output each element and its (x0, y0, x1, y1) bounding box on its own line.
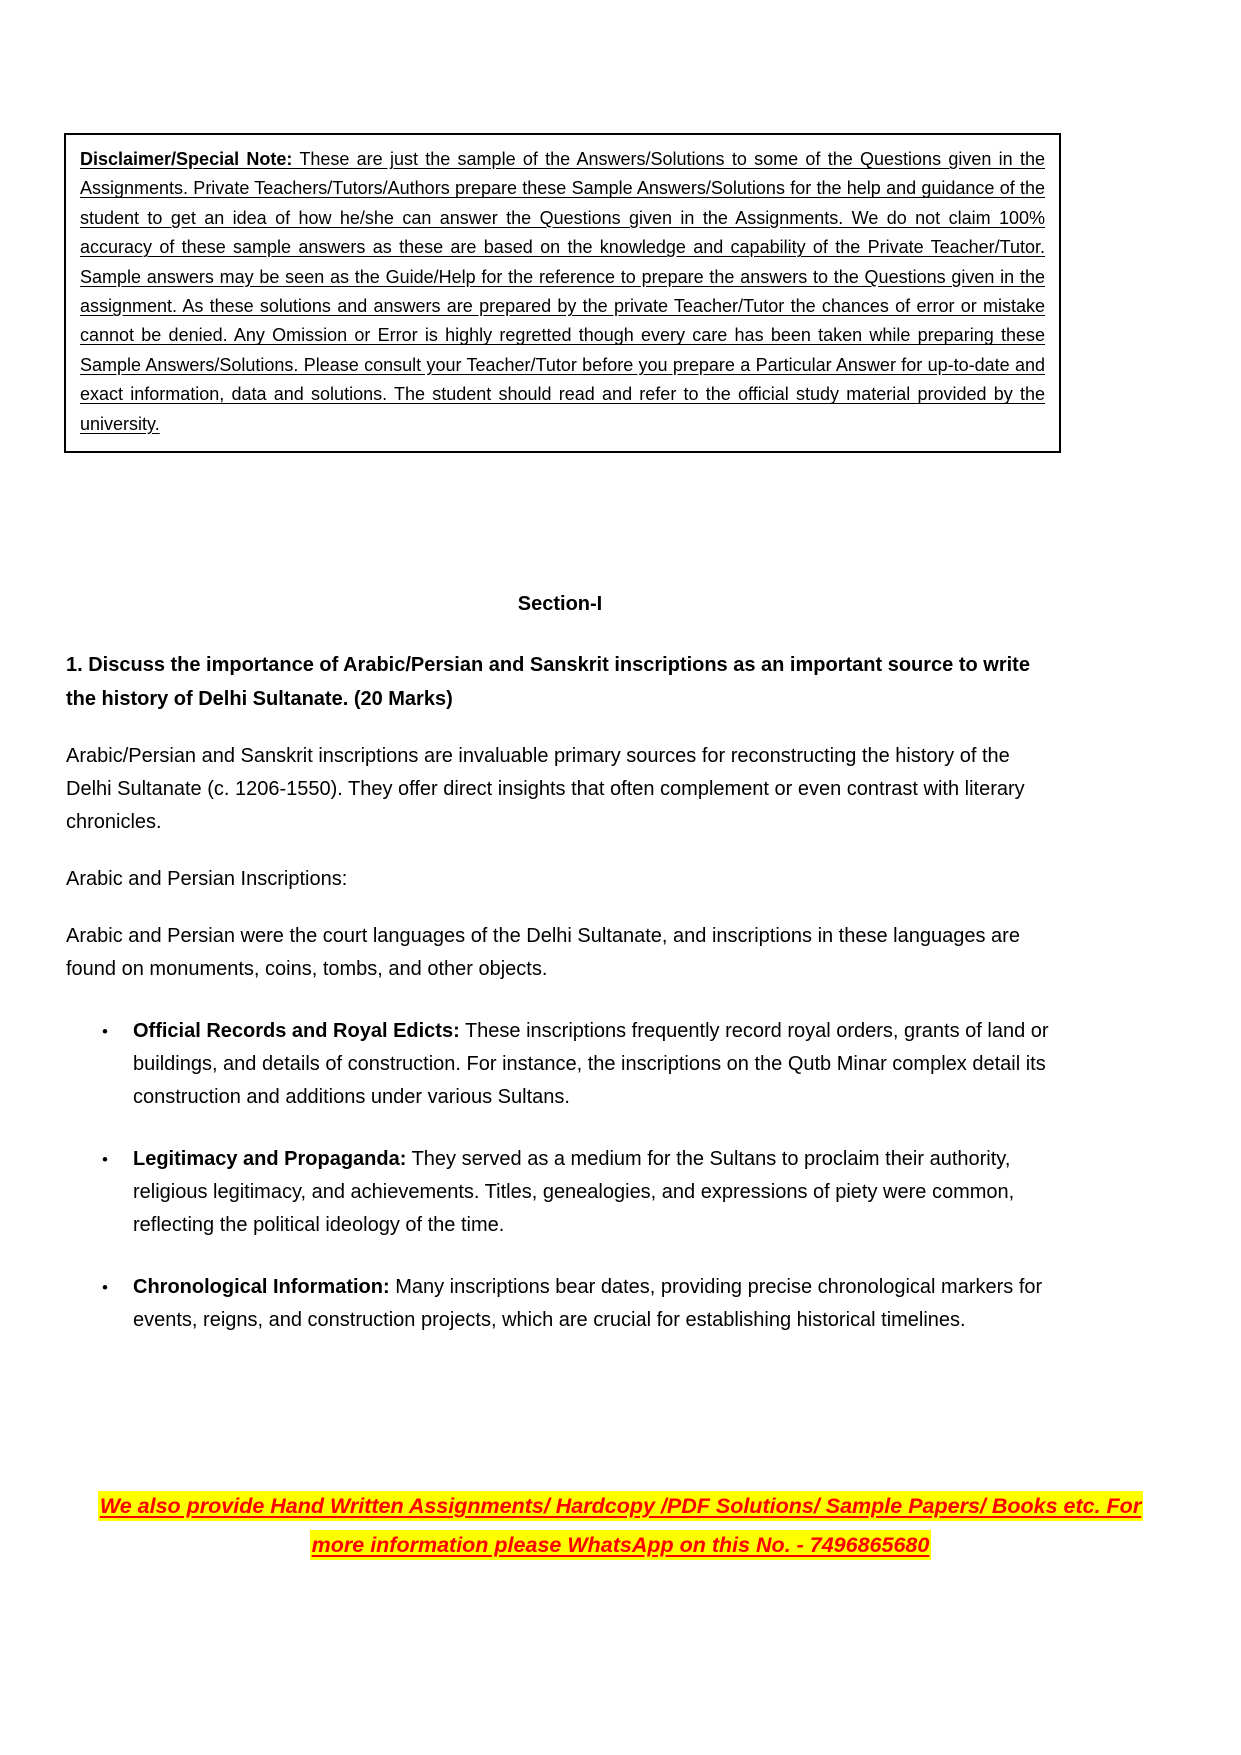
bullet-lead: Legitimacy and Propaganda: (133, 1148, 407, 1170)
answer-paragraph: Arabic and Persian were the court languages of the Delhi Sultanate, and inscriptions in these languages are found on monuments, coins, tombs, and other objects. (66, 925, 1020, 980)
bullet-marker: • (102, 1022, 108, 1041)
question-text: 1. Discuss the importance of Arabic/Persian and Sanskrit inscriptions as an important source to write the history of Delhi Sultanate. (20 Marks) (66, 654, 1030, 710)
bullet-lead: Chronological Information: (133, 1276, 390, 1298)
bullet-body: These inscriptions frequently record royal orders, grants of land or buildings, and details of construction. For instance, the inscriptions on the Qutb Minar complex detail its construction and additions under various Sultans. (133, 1020, 1049, 1108)
disclaimer-box (64, 133, 1061, 453)
list-item (66, 1143, 1054, 1242)
list-item (66, 1271, 1054, 1337)
bullet-body: Many inscriptions bear dates, providing precise chronological markers for events, reigns, and construction projects, which are crucial for establishing historical timelines. (133, 1276, 1043, 1331)
disclaimer-label: Disclaimer/Special Note: (80, 149, 293, 169)
answer-intro-paragraph: Arabic/Persian and Sanskrit inscriptions are invaluable primary sources for reconstructing the history of the Delhi Sultanate (c. 1206-1550). They offer direct insights that often complement or even contrast with literary chronicles. (66, 745, 1025, 833)
document-body (66, 590, 1054, 1337)
list-item (66, 1015, 1054, 1114)
bullet-marker: • (102, 1278, 108, 1297)
disclaimer-text: These are just the sample of the Answers/Solutions to some of the Questions given in the Assignments. Private Teachers/Tutors/Authors prepare these Sample Answers/Solutions for the help and guidance of the student to get an idea of how he/she can answer the Questions given in the Assignments. We do not claim 100% accuracy of these sample answers as these are based on the knowledge and capability of the Private Teacher/Tutor. Sample answers may be seen as the Guide/Help for the reference to prepare the answers to the Questions given in the assignment. As these solutions and answers are prepared by the private Teacher/Tutor the chances of error or mistake cannot be denied. Any Omission or Error is highly regretted though every care has been taken while preparing these Sample Answers/Solutions. Please consult your Teacher/Tutor before you prepare a Particular Answer for up-to-date and exact information, data and solutions. The student should read and refer to the official study material provided by the university. (80, 149, 1045, 434)
footer-promo-text: We also provide Hand Written Assignments/ Hardcopy /PDF Solutions/ Sample Papers/ Books etc. For more information please WhatsApp on this No. - 7496865680 (98, 1491, 1143, 1560)
bullet-lead: Official Records and Royal Edicts: (133, 1020, 460, 1042)
bullet-marker: • (102, 1150, 108, 1169)
section-heading: Section-I (517, 593, 603, 615)
footer-banner (0, 1487, 1241, 1565)
bullet-body: They served as a medium for the Sultans to proclaim their authority, religious legitimacy, and achievements. Titles, genealogies, and expressions of piety were common, reflecting the political ideology of the time. (133, 1148, 1015, 1236)
bullet-list (66, 1015, 1054, 1337)
answer-subheading: Arabic and Persian Inscriptions: (66, 868, 348, 890)
